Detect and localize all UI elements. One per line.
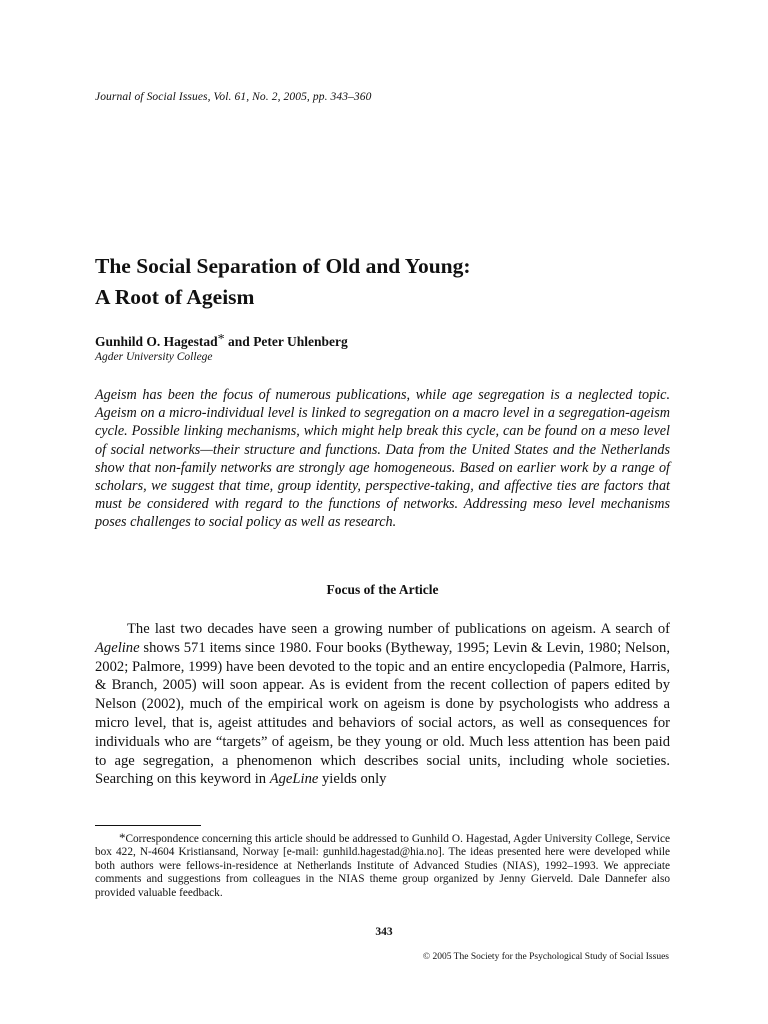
abstract: Ageism has been the focus of numerous publications, while age segregation is a neglected topic. Ageism on a micro-individual level is linked to segregation on a macro level in a segregation-ageism cycle. Possible linking mechanisms, which might help break this cycle, can be found on a meso level of social networks—their structure and functions. Data from the United States and the Netherlands show that non-family networks are strongly age homogeneous. Based on earlier work by a range of scholars, we suggest that time, group identity, perspective-taking, and affective ties are factors that must be considered with regard to the functions of networks. Addressing meso level mechanisms poses challenges to social policy as well as research. — [95, 387, 670, 531]
copyright-notice: © 2005 The Society for the Psychological Study of Social Issues — [422, 952, 669, 962]
title-line-1: The Social Separation of Old and Young: — [95, 254, 471, 278]
author-name-2: and Peter Uhlenberg — [224, 334, 348, 349]
body-term-ageline-1: Ageline — [95, 639, 140, 656]
body-text-part-2: shows 571 items since 1980. Four books (Bytheway, 1995; Levin & Levin, 1980; Nelson, 2002; Palmore, 1999) have been devoted to the topic and an entire encyclopedia (Palmore, Harris, & Branch, 2005) will soon appear. As is evident from the recent collection of papers edited by Nelson (2002), much of the empirical work on ageism is done by psychologists who address a micro level, that is, ageist attitudes and behaviors of social actors, as well as consequences for individuals who are “targets” of ageism, be they young or old. Much less attention has been paid to age segregation, a phenomenon which describes social units, including whole societies. Searching on this keyword in — [95, 639, 670, 788]
body-term-ageline-2: AgeLine — [269, 771, 319, 788]
author-name-1: Gunhild O. Hagestad — [95, 334, 218, 349]
section-heading: Focus of the Article — [326, 582, 439, 597]
footnote-text: Correspondence concerning this article should be addressed to Gunhild O. Hagestad, Agder University College, Service box 422, N-4604 Kristiansand, Norway [e-mail: gunhild.hagestad@hia.no]. The ideas presented here were developed while both authors were fellows-in-residence at Netherlands Institute of Advanced Studies (NIAS), 1992–1993. We appreciate comments and suggestions from colleagues in the NIAS theme group organized by Jenny Gierveld. Dale Dannefer also provided valuable feedback. — [95, 833, 670, 899]
body-text-part-3: yields only — [318, 771, 387, 788]
journal-citation: Journal of Social Issues, Vol. 61, No. 2, 2005, pp. 343–360 — [95, 91, 372, 103]
author-affiliation: Agder University College — [95, 351, 213, 363]
article-title — [95, 251, 675, 313]
author-footnote-mark: * — [217, 332, 225, 347]
title-line-2: A Root of Ageism — [95, 285, 255, 309]
footnote — [95, 831, 670, 900]
footnote-divider — [95, 825, 201, 826]
page-number: 343 — [375, 926, 393, 938]
footnote-mark: * — [119, 830, 126, 845]
body-text-part-1: The last two decades have seen a growing number of publications on ageism. A search of — [127, 621, 670, 637]
body-paragraph — [95, 620, 670, 789]
author-line — [95, 332, 348, 350]
